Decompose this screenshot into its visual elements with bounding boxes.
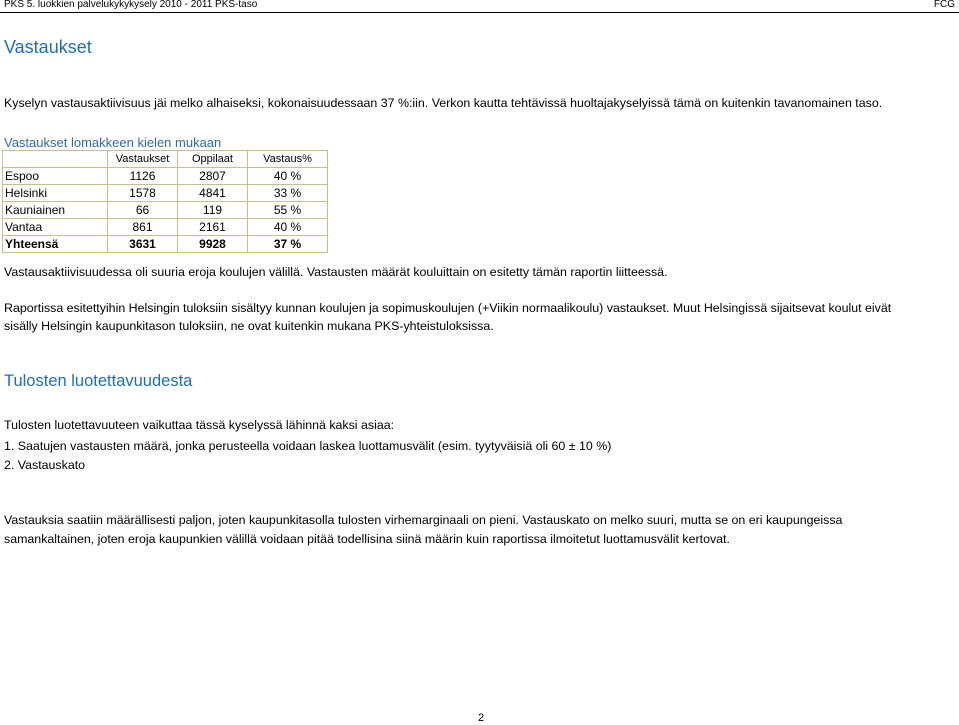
helsinki-note-line-1: Raportissa esitettyihin Helsingin tuloksiin sisältyy kunnan koulujen ja sopimuskoulujen (+Viikin normaalikoulu) vastaukset. Muut Helsingissä sijaitsevat koulut eivät bbox=[4, 301, 892, 315]
table-row bbox=[3, 185, 328, 202]
reliability-closing-line-2: samankaltainen, joten eroja kaupunkien välillä voidaan pitää todellisina siinä määrin kuin raportissa ilmoitetut luottamusvälit kertovat. bbox=[4, 532, 730, 546]
table-caption: Vastaukset lomakkeen kielen mukaan bbox=[4, 135, 222, 150]
table-row bbox=[3, 202, 328, 219]
response-rate-intro: Kyselyn vastausaktiivisuus jäi melko alhaiseksi, kokonaisuudessaan 37 %:iin. Verkon kautta tehtävissä huoltajakyselyissä tämä on kuitenkin tavanomainen taso. bbox=[4, 96, 883, 110]
section-title-responses: Vastaukset bbox=[4, 37, 92, 57]
table-row bbox=[3, 168, 328, 185]
row-name: Vantaa bbox=[3, 219, 108, 236]
row-response-rate: 40 % bbox=[248, 219, 328, 236]
column-header-responses: Vastaukset bbox=[108, 151, 178, 168]
row-responses: 1578 bbox=[108, 185, 178, 202]
total-responses: 3631 bbox=[108, 236, 178, 253]
total-name: Yhteensä bbox=[3, 236, 108, 253]
header-title: PKS 5. luokkien palvelukykykysely 2010 - 2011 PKS-taso bbox=[4, 0, 258, 10]
helsinki-note-line-2: sisälly Helsingin kaupunkitason tuloksiin, ne ovat kuitenkin mukana PKS-yhteistuloksissa. bbox=[4, 319, 494, 333]
school-variation-paragraph: Vastausaktiivisuudessa oli suuria eroja koulujen välillä. Vastausten määrät kouluittain on esitetty tämän raportin liitteessä. bbox=[4, 265, 668, 279]
row-responses: 66 bbox=[108, 202, 178, 219]
row-responses: 1126 bbox=[108, 168, 178, 185]
reliability-item-1: 1. Saatujen vastausten määrä, jonka perusteella voidaan laskea luottamusvälit (esim. tyytyväisiä oli 60 ± 10 %) bbox=[4, 439, 612, 453]
table-header-row bbox=[3, 151, 328, 168]
total-students: 9928 bbox=[178, 236, 248, 253]
total-response-rate: 37 % bbox=[248, 236, 328, 253]
reliability-item-2: 2. Vastauskato bbox=[4, 458, 86, 472]
section-title-reliability: Tulosten luotettavuudesta bbox=[4, 372, 193, 390]
row-response-rate: 55 % bbox=[248, 202, 328, 219]
row-response-rate: 33 % bbox=[248, 185, 328, 202]
row-students: 4841 bbox=[178, 185, 248, 202]
page-header bbox=[0, 0, 959, 13]
page-number: 2 bbox=[478, 712, 485, 724]
row-students: 2161 bbox=[178, 219, 248, 236]
row-response-rate: 40 % bbox=[248, 168, 328, 185]
reliability-closing-line-1: Vastauksia saatiin määrällisesti paljon, joten kaupunkitasolla tulosten virhemarginaali on pieni. Vastauskato on melko suuri, mutta se on eri kaupungeissa bbox=[4, 513, 843, 527]
row-responses: 861 bbox=[108, 219, 178, 236]
reliability-intro: Tulosten luotettavuuteen vaikuttaa tässä kyselyssä lähinnä kaksi asiaa: bbox=[4, 418, 395, 432]
row-name: Helsinki bbox=[3, 185, 108, 202]
table-total-row bbox=[3, 236, 328, 253]
responses-table bbox=[2, 150, 328, 253]
row-students: 2807 bbox=[178, 168, 248, 185]
column-header-students: Oppilaat bbox=[178, 151, 248, 168]
column-header-response-rate: Vastaus% bbox=[248, 151, 328, 168]
row-students: 119 bbox=[178, 202, 248, 219]
row-name: Espoo bbox=[3, 168, 108, 185]
row-name: Kauniainen bbox=[3, 202, 108, 219]
header-company: FCG bbox=[933, 0, 955, 10]
column-header-blank bbox=[3, 151, 108, 168]
table-row bbox=[3, 219, 328, 236]
